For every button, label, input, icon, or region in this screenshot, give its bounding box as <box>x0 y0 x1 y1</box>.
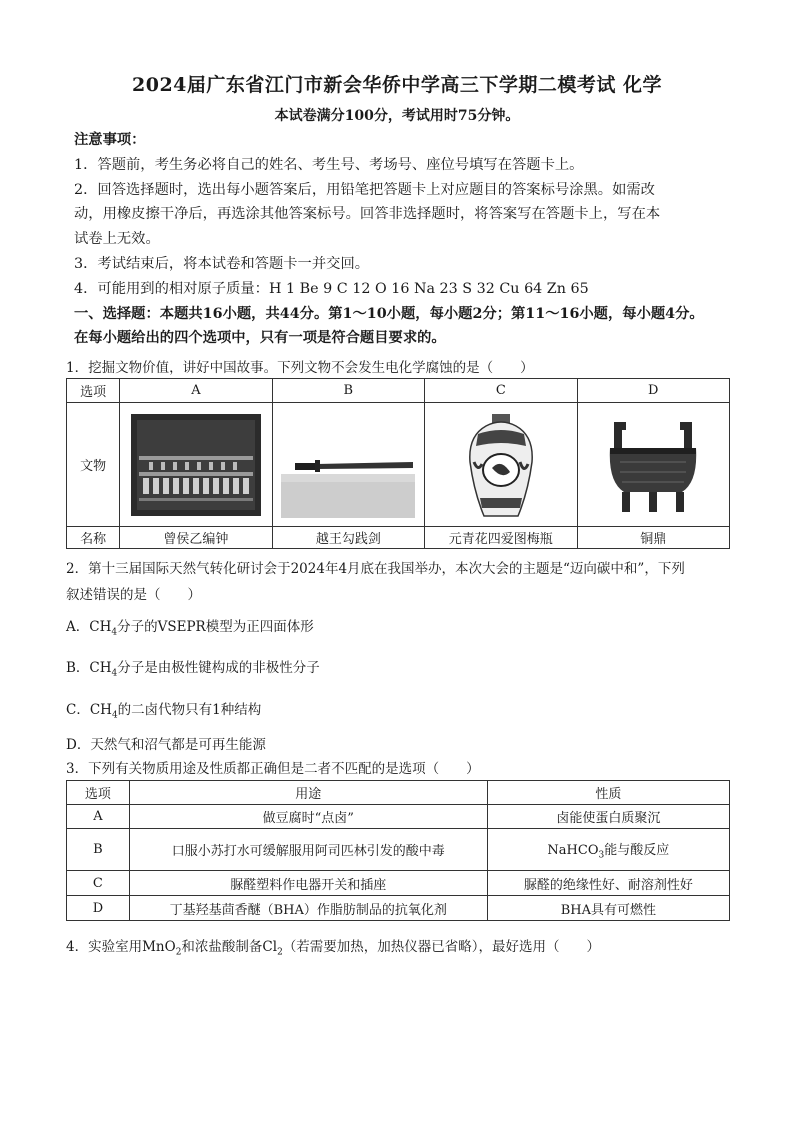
page-title: 2024届广东省江门市新会华侨中学高三下学期二模考试 化学 <box>132 74 662 96</box>
q2-option-d: D．天然气和沼气都是可再生能源 <box>66 737 266 753</box>
q2-a-sub: 4 <box>111 627 118 638</box>
q1-image-cell <box>120 403 272 527</box>
q4-mid: 和浓盐酸制备Cl <box>181 939 278 955</box>
q1-name: 越王勾践剑 <box>272 527 424 549</box>
notice-item-2c: 试卷上无效。 <box>74 231 160 247</box>
q3-use: 做豆腐时“点卤” <box>129 805 487 829</box>
q3-use: 口服小苏打水可缓解服用阿司匹林引发的酸中毒 <box>129 829 487 871</box>
q1-image-cell <box>425 403 577 527</box>
q3-header-row <box>67 781 730 805</box>
q3-prop: 卤能使蛋白质聚沉 <box>487 805 729 829</box>
q1-image-cell <box>577 403 729 527</box>
q1-name: 曾侯乙编钟 <box>120 527 272 549</box>
q1-option: D <box>577 379 729 403</box>
q3-prop: BHA具有可燃性 <box>487 896 729 921</box>
q3-table <box>66 780 730 921</box>
q2-c-pre: C．CH <box>66 702 112 718</box>
q3-use: 丁基羟基茴香醚（BHA）作脂肪制品的抗氧化剂 <box>129 896 487 921</box>
q2-a-pre: A．CH <box>66 619 112 635</box>
q1-stem: 1．挖掘文物价值，讲好中国故事。下列文物不会发生电化学腐蚀的是（ ） <box>66 360 534 376</box>
meiping-vase-image <box>434 412 568 518</box>
q1-image-cell <box>272 403 424 527</box>
q3-prop-pre: NaHCO <box>547 842 599 858</box>
q4-sub1: 2 <box>175 947 182 958</box>
notice-item-3: 3．考试结束后，将本试卷和答题卡一并交回。 <box>74 256 370 272</box>
q3-header: 选项 <box>67 781 130 805</box>
notice-item-4: 4．可能用到的相对原子质量：H 1 Be 9 C 12 O 16 Na 23 S 32 Cu 64 Zn 65 <box>74 281 589 297</box>
q1-name: 元青花四爱图梅瓶 <box>425 527 577 549</box>
q4-sub2: 2 <box>277 947 283 958</box>
q3-prop: 脲醛的绝缘性好、耐溶剂性好 <box>487 871 729 896</box>
q3-row <box>67 829 730 871</box>
q4-stem <box>66 935 600 958</box>
q3-prop-sub: 3 <box>598 850 605 861</box>
notice-item-1: 1．答题前，考生务必将自己的姓名、考生号、考场号、座位号填写在答题卡上。 <box>74 157 584 173</box>
q2-stem-a: 2．第十三届国际天然气转化研讨会于2024年4月底在我国举办，本次大会的主题是“迈向碳中和”，下列 <box>66 561 685 577</box>
q3-row <box>67 805 730 829</box>
q2-option-b <box>66 656 320 679</box>
q3-prop-post: 能与酸反应 <box>604 842 670 858</box>
q3-opt: C <box>67 871 130 896</box>
sword-image <box>281 412 415 518</box>
q1-row-label: 文物 <box>67 403 120 527</box>
q3-use: 脲醛塑料作电器开关和插座 <box>129 871 487 896</box>
section-heading-line2: 在每小题给出的四个选项中，只有一项是符合题目要求的。 <box>74 330 446 346</box>
q2-b-post: 分子是由极性键构成的非极性分子 <box>117 660 320 676</box>
q1-name: 铜鼎 <box>577 527 729 549</box>
q3-header: 用途 <box>129 781 487 805</box>
q4-pre: 4．实验室用MnO <box>66 939 176 955</box>
notice-item-2b: 动，用橡皮擦干净后，再选涂其他答案标号。回答非选择题时，将答案写在答题卡上，写在本 <box>74 206 661 222</box>
q2-option-a <box>66 615 314 638</box>
q1-row-label: 选项 <box>67 379 120 403</box>
q3-opt: B <box>67 829 130 871</box>
q1-header-row <box>67 379 730 403</box>
q1-option: B <box>272 379 424 403</box>
q1-row-label: 名称 <box>67 527 120 549</box>
q1-name-row <box>67 527 730 549</box>
page-subtitle: 本试卷满分100分，考试用时75分钟。 <box>274 108 520 124</box>
q3-opt: D <box>67 896 130 921</box>
q4-post: （若需要加热，加热仪器已省略），最好选用（ ） <box>282 939 601 955</box>
q2-b-pre: B．CH <box>66 660 112 676</box>
q1-image-row <box>67 403 730 527</box>
q3-header: 性质 <box>487 781 729 805</box>
q3-row <box>67 871 730 896</box>
bronze-ding-image <box>586 412 720 518</box>
q3-prop <box>487 829 729 871</box>
q2-c-sub: 4 <box>111 710 118 721</box>
q3-opt: A <box>67 805 130 829</box>
q2-b-sub: 4 <box>111 668 118 679</box>
q2-stem-b: 叙述错误的是（ ） <box>66 587 201 603</box>
notice-item-2a: 2．回答选择题时，选出每小题答案后，用铅笔把答题卡上对应题目的答案标号涂黑。如需改 <box>74 182 655 198</box>
bianzhong-image <box>129 412 263 518</box>
q3-stem: 3．下列有关物质用途及性质都正确但是二者不匹配的是选项（ ） <box>66 761 480 777</box>
q1-option: A <box>120 379 272 403</box>
q1-option: C <box>425 379 577 403</box>
notice-heading: 注意事项： <box>74 132 146 148</box>
q2-c-post: 的二卤代物只有1种结构 <box>117 702 262 718</box>
q2-option-c <box>66 698 261 721</box>
q2-a-post: 分子的VSEPR模型为正四面体形 <box>117 619 314 635</box>
section-heading-line1: 一、选择题：本题共16小题，共44分。第1～10小题，每小题2分；第11～16小题，每小题4分。 <box>74 306 704 322</box>
q3-row <box>67 896 730 921</box>
q1-table <box>66 378 730 549</box>
